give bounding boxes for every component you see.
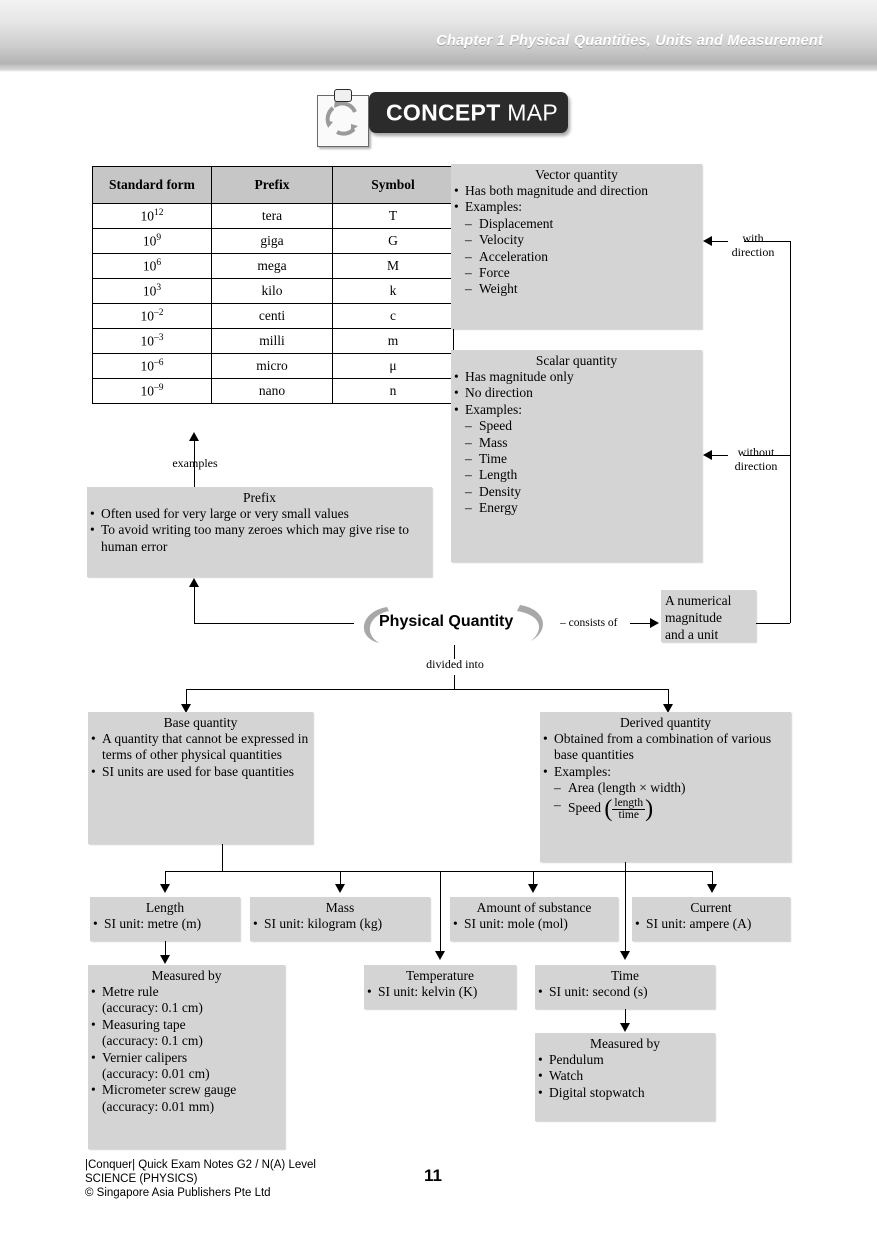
connector-numerical-right (756, 623, 790, 624)
list-item: • Examples: (451, 402, 702, 418)
list-item: • Examples: (540, 764, 791, 780)
time-box (535, 965, 715, 1009)
prefix-table (92, 166, 454, 404)
cell-standard-form: $10^{-9}$ (93, 379, 212, 404)
concept-map-plate (369, 92, 568, 133)
cell-standard-form: $10^{-6}$ (93, 354, 212, 379)
cell-standard-form: $10^{-3}$ (93, 329, 212, 354)
arrow-to-numerical-box (650, 618, 659, 628)
numerical-line-3: and a unit (665, 627, 719, 642)
list-item: • Obtained from a combination of various base quantities (540, 731, 791, 764)
list-item: • SI unit: mole (mol) (450, 916, 618, 932)
cell-prefix: kilo (212, 279, 333, 304)
list-item: • No direction (451, 385, 702, 401)
length-box (90, 897, 240, 941)
list-item: • Pendulum (535, 1052, 715, 1068)
numerical-magnitude-box (661, 590, 756, 642)
list-item: • SI units are used for base quantities (88, 764, 313, 780)
speed-numerator: length (614, 796, 644, 809)
length-measured-by-box (88, 965, 285, 1149)
cell-symbol: T (333, 204, 454, 229)
label-without-direction: without direction (734, 445, 778, 473)
cell-symbol: μ (333, 354, 454, 379)
connector-drop-time (625, 871, 626, 953)
cell-symbol: M (333, 254, 454, 279)
list-item: – Weight (451, 281, 702, 297)
cell-standard-form: $10^{12}$ (93, 204, 212, 229)
table-row (93, 304, 454, 329)
col-symbol: Symbol (333, 167, 454, 204)
derived-box-title: Derived quantity (619, 715, 712, 730)
list-item: • Has both magnitude and direction (451, 183, 702, 199)
derived-quantity-box (540, 712, 791, 862)
footer-line-2: SCIENCE (PHYSICS) (85, 1173, 198, 1185)
speed-denominator: time (618, 808, 639, 821)
arrow-to-current-box (707, 884, 717, 893)
list-item: – Speed (451, 418, 702, 434)
cell-symbol: G (333, 229, 454, 254)
list-item: – Acceleration (451, 249, 702, 265)
table-row (93, 354, 454, 379)
list-item-detail: (accuracy: 0.1 cm) (102, 1033, 203, 1049)
cell-prefix: giga (212, 229, 333, 254)
label-divided-into: divided into (426, 657, 484, 671)
label-consists-of: – consists of (560, 617, 618, 629)
list-item-detail: (accuracy: 0.01 cm) (102, 1066, 210, 1082)
footer-line-1: |Conquer| Quick Exam Notes G2 / N(A) Level (85, 1159, 316, 1171)
arrow-to-temperature-box (435, 951, 445, 960)
cell-standard-form: $10^9$ (93, 229, 212, 254)
arrow-to-length-box (160, 884, 170, 893)
arrow-to-time-measured-box (620, 1023, 630, 1032)
time-measured-by-box (535, 1033, 715, 1121)
label-with-direction: with direction (731, 231, 775, 259)
connector-base-down (222, 844, 223, 871)
mass-title: Mass (325, 900, 355, 915)
current-title: Current (690, 900, 732, 915)
list-item: • Watch (535, 1068, 715, 1084)
table-row (93, 254, 454, 279)
connector-pq-to-prefix (194, 585, 195, 623)
footer-line-3: © Singapore Asia Publishers Pte Ltd (85, 1187, 271, 1199)
numerical-line-1: A numerical (665, 593, 732, 608)
list-item: • SI unit: kilogram (kg) (250, 916, 430, 932)
list-item: – Force (451, 265, 702, 281)
list-item: • To avoid writing too many zeroes which may give rise to human error (87, 522, 432, 555)
amount-title: Amount of substance (476, 900, 592, 915)
cell-standard-form: $10^3$ (93, 279, 212, 304)
list-item: • Examples: (451, 199, 702, 215)
list-item: • SI unit: second (s) (535, 984, 715, 1000)
cell-prefix: milli (212, 329, 333, 354)
list-item: • SI unit: kelvin (K) (364, 984, 516, 1000)
mass-box (250, 897, 430, 941)
cell-prefix: tera (212, 204, 333, 229)
arrow-to-scalar-box (703, 450, 712, 460)
cell-symbol: c (333, 304, 454, 329)
list-item: • SI unit: metre (m) (90, 916, 240, 932)
list-item-detail: (accuracy: 0.01 mm) (102, 1098, 215, 1114)
col-standard-form: Standard form (93, 167, 212, 204)
connector-right-bus (790, 241, 791, 623)
connector-pq-left (194, 623, 354, 624)
arrow-to-prefix-table (189, 432, 199, 441)
scalar-quantity-box (451, 350, 702, 562)
chapter-title: Chapter 1 Physical Quantities, Units and Measurement (436, 33, 823, 49)
list-item: – Area (length × width) (540, 780, 791, 796)
list-item: • Micrometer screw gauge (88, 1082, 285, 1098)
current-box (632, 897, 790, 941)
list-item: • Vernier calipers (88, 1050, 285, 1066)
list-item: • Often used for very large or very small values (87, 506, 432, 522)
label-examples: examples (172, 456, 218, 470)
length-title: Length (145, 900, 185, 915)
arrow-to-length-measured-box (160, 955, 170, 964)
connector-to-numerical (630, 623, 652, 624)
table-row (93, 279, 454, 304)
banner-word-concept: CONCEPT (386, 99, 501, 125)
length-measured-title: Measured by (151, 968, 222, 983)
cell-symbol: n (333, 379, 454, 404)
time-title: Time (610, 968, 639, 983)
clipboard-recycle-icon (313, 87, 373, 147)
base-box-title: Base quantity (163, 715, 238, 730)
cell-prefix: centi (212, 304, 333, 329)
cell-prefix: mega (212, 254, 333, 279)
table-row (93, 229, 454, 254)
numerical-line-2: magnitude (665, 610, 722, 625)
list-item: – Length (451, 467, 702, 483)
list-item: • Measuring tape (88, 1017, 285, 1033)
arrow-to-prefix-box (189, 578, 199, 587)
list-item: – Velocity (451, 232, 702, 248)
list-item: • A quantity that cannot be expressed in terms of other physical quantities (88, 731, 313, 764)
list-item: • SI unit: ampere (A) (632, 916, 790, 932)
connector-drop-temperature (440, 871, 441, 953)
connector-derived-down (625, 862, 626, 871)
concept-map-banner (313, 87, 568, 137)
prefix-box-title: Prefix (243, 490, 276, 505)
list-item: • Has magnitude only (451, 369, 702, 385)
cell-prefix: micro (212, 354, 333, 379)
list-item: – Density (451, 484, 702, 500)
connector-base-units-bus (165, 871, 713, 872)
prefix-box (87, 487, 432, 577)
connector-divided-bus (186, 689, 669, 690)
list-item: – Time (451, 451, 702, 467)
time-measured-title: Measured by (589, 1036, 661, 1051)
cell-prefix: nano (212, 379, 333, 404)
arrow-to-time-box (620, 951, 630, 960)
table-row (93, 329, 454, 354)
temperature-box (364, 965, 516, 1009)
cell-standard-form: $10^{-2}$ (93, 304, 212, 329)
table-row (93, 379, 454, 404)
cell-symbol: m (333, 329, 454, 354)
amount-of-substance-box (450, 897, 618, 941)
cell-symbol: k (333, 279, 454, 304)
arrow-to-mass-box (335, 884, 345, 893)
vector-quantity-box (451, 164, 702, 329)
list-item-detail: (accuracy: 0.1 cm) (102, 1000, 203, 1016)
table-row (93, 204, 454, 229)
vector-box-title: Vector quantity (535, 167, 618, 182)
table-header-row (93, 167, 454, 204)
arrow-to-amount-box (528, 884, 538, 893)
scalar-box-title: Scalar quantity (535, 353, 618, 368)
physical-quantity-label: Physical Quantity (379, 613, 514, 630)
page-number: 11 (424, 1166, 442, 1185)
list-item: – Mass (451, 435, 702, 451)
list-item: • Digital stopwatch (535, 1085, 715, 1101)
banner-word-map: MAP (507, 99, 559, 125)
arrow-to-vector-box (703, 236, 712, 246)
list-item: – Displacement (451, 216, 702, 232)
base-quantity-box (88, 712, 313, 844)
temperature-title: Temperature (405, 968, 474, 983)
list-item: – Energy (451, 500, 702, 516)
speed-label: Speed (568, 799, 601, 815)
connector-divided-stub-bottom (454, 675, 455, 689)
col-prefix: Prefix (212, 167, 333, 204)
list-item-speed: – Speed $(\frac{\text{length}}{\text{time}})$ (540, 797, 791, 821)
footer-credits (85, 1158, 316, 1200)
cell-standard-form: $10^6$ (93, 254, 212, 279)
list-item: • Metre rule (88, 984, 285, 1000)
physical-quantity-node (345, 605, 575, 643)
